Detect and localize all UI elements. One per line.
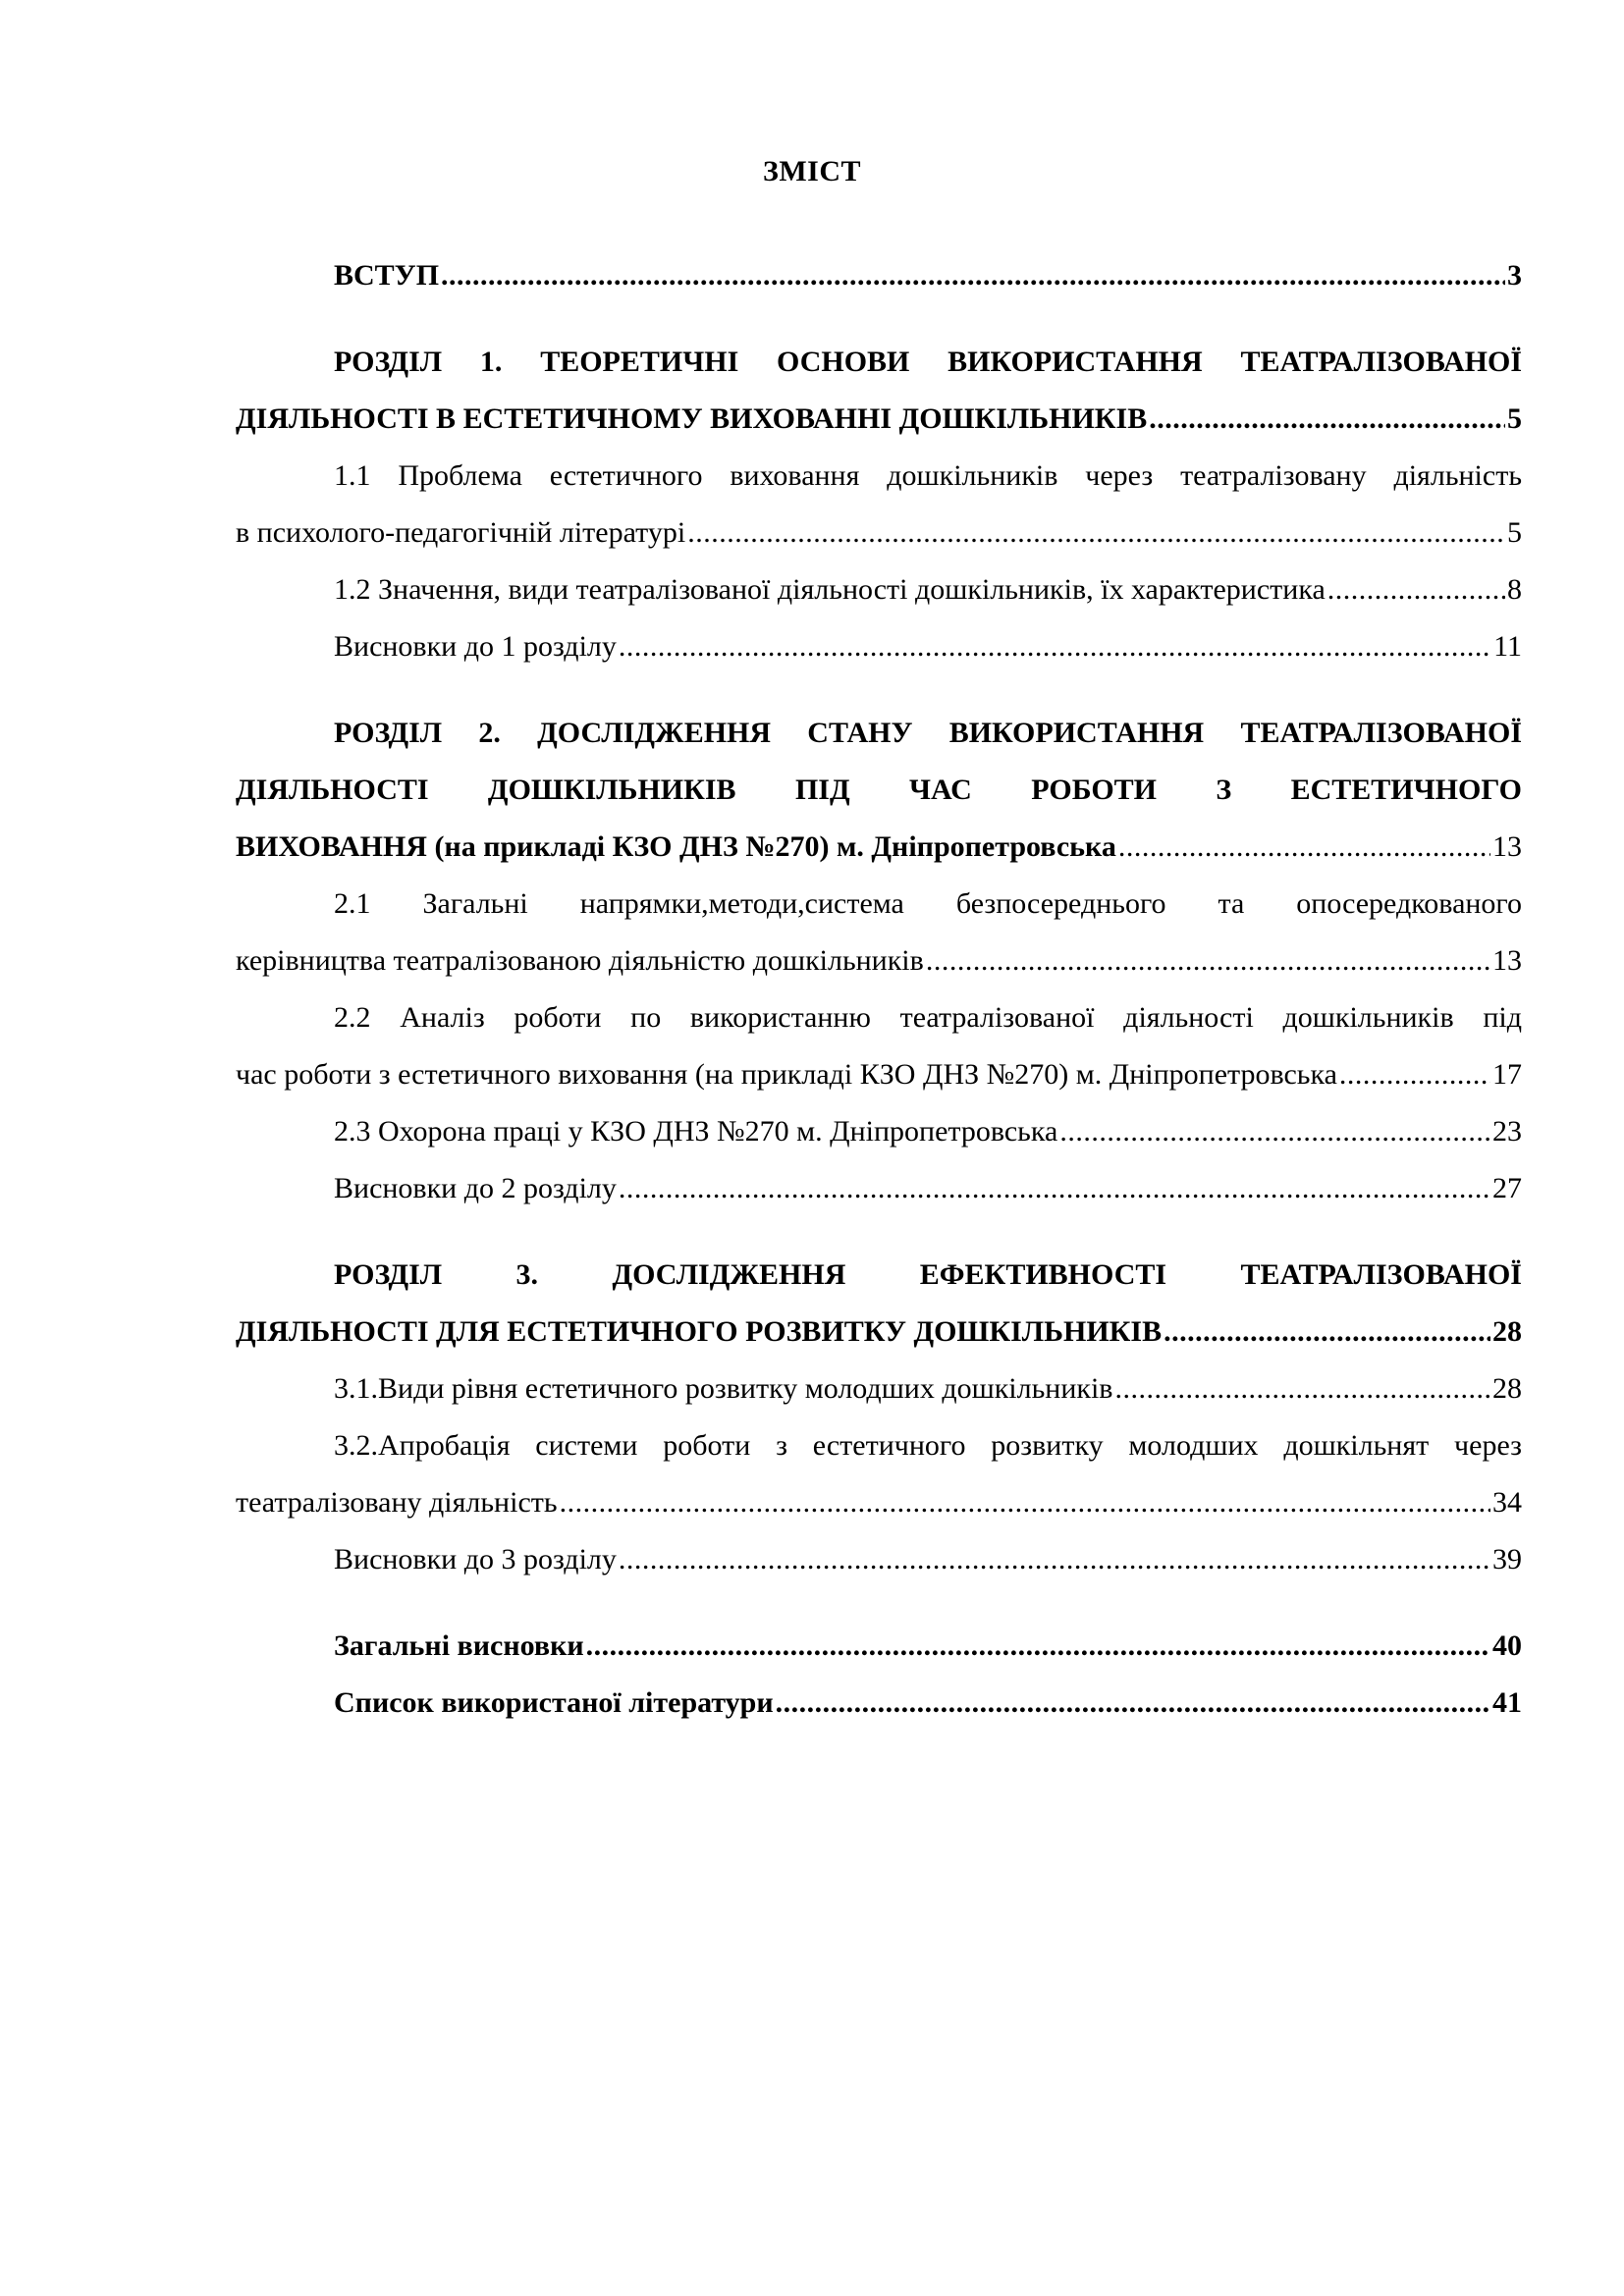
toc-entry-label: Висновки до 2 розділу <box>334 1172 617 1204</box>
dot-leader <box>776 1675 1490 1732</box>
toc-entry-line: керівництва театралізованою діяльністю дошкільників <box>236 944 924 977</box>
toc-entry-conclusions-2[interactable] <box>236 1160 1522 1217</box>
toc-entry-section-2-2[interactable] <box>236 989 1522 1103</box>
toc-entry-line: час роботи з естетичного виховання (на прикладі КЗО ДНЗ №270) м. Дніпропетровська <box>236 1058 1337 1091</box>
toc-entry-label: Загальні висновки <box>334 1629 584 1662</box>
toc-page-number: 8 <box>1507 573 1522 606</box>
toc-page-number: 23 <box>1492 1115 1522 1148</box>
toc-entry-line: ДІЯЛЬНОСТІ ДЛЯ ЕСТЕТИЧНОГО РОЗВИТКУ ДОШКІЛЬНИКІВ <box>236 1315 1163 1348</box>
dot-leader <box>1118 819 1490 876</box>
toc-entry-label: ВСТУП <box>334 259 440 292</box>
toc-entry-conclusions-3[interactable] <box>236 1531 1522 1588</box>
dot-leader <box>441 247 1505 304</box>
toc-page-number: 41 <box>1492 1686 1522 1719</box>
toc-entry-intro[interactable] <box>236 247 1522 304</box>
toc-page-number: 17 <box>1492 1058 1522 1091</box>
dot-leader <box>619 618 1491 675</box>
toc-entry-line: театралізовану діяльність <box>236 1486 558 1519</box>
toc-page-number: 39 <box>1492 1543 1522 1575</box>
toc-entry-chapter-2[interactable] <box>236 705 1522 876</box>
toc-page-number: 13 <box>1492 830 1522 863</box>
dot-leader <box>560 1474 1490 1531</box>
dot-leader <box>1114 1361 1490 1417</box>
toc-entry-label: Висновки до 3 розділу <box>334 1543 617 1575</box>
toc-page-number: 13 <box>1492 944 1522 977</box>
toc-entry-line: ДІЯЛЬНОСТІ ДОШКІЛЬНИКІВ ПІД ЧАС РОБОТИ З ЕСТЕТИЧНОГО <box>236 774 1522 806</box>
toc-page-number: 5 <box>1507 402 1522 435</box>
toc-page-number: 11 <box>1493 630 1522 663</box>
toc-entry-line: ДІЯЛЬНОСТІ В ЕСТЕТИЧНОМУ ВИХОВАННІ ДОШКІЛЬНИКІВ <box>236 402 1148 435</box>
toc-entry-line: 2.2 Аналіз роботи по використанню театралізованої діяльності дошкільників під <box>334 1001 1522 1034</box>
toc-entry-references[interactable] <box>236 1675 1522 1732</box>
toc-page-number: 34 <box>1492 1486 1522 1519</box>
dot-leader <box>687 505 1505 561</box>
toc-entry-line: 2.1 Загальні напрямки,методи,система безпосереднього та опосередкованого <box>334 887 1522 920</box>
toc-entry-label: 3.1.Види рівня естетичного розвитку молодших дошкільників <box>334 1372 1113 1405</box>
toc-entry-line: РОЗДІЛ 2. ДОСЛІДЖЕННЯ СТАНУ ВИКОРИСТАННЯ ТЕАТРАЛІЗОВАНОЇ <box>334 717 1522 749</box>
toc-page-number: 28 <box>1492 1372 1522 1405</box>
dot-leader <box>1059 1103 1490 1160</box>
toc-entry-line: 1.1 Проблема естетичного виховання дошкільників через театралізовану діяльність <box>334 459 1522 492</box>
toc-entry-chapter-1[interactable] <box>236 334 1522 448</box>
toc-entry-general-conclusions[interactable] <box>236 1618 1522 1675</box>
toc-page-number: 27 <box>1492 1172 1522 1204</box>
dot-leader <box>619 1160 1490 1217</box>
table-of-contents <box>236 247 1522 1732</box>
dot-leader <box>1164 1304 1490 1361</box>
toc-page-number: 28 <box>1492 1315 1522 1348</box>
dot-leader <box>1327 561 1505 618</box>
toc-entry-line: РОЗДІЛ 3. ДОСЛІДЖЕННЯ ЕФЕКТИВНОСТІ ТЕАТРАЛІЗОВАНОЇ <box>334 1258 1522 1291</box>
toc-entry-label: 2.3 Охорона праці у КЗО ДНЗ №270 м. Дніпропетровська <box>334 1115 1058 1148</box>
toc-entry-line: ВИХОВАННЯ (на прикладі КЗО ДНЗ №270) м. Дніпропетровська <box>236 830 1116 863</box>
toc-entry-conclusions-1[interactable] <box>236 618 1522 675</box>
toc-entry-section-3-1[interactable] <box>236 1361 1522 1417</box>
dot-leader <box>586 1618 1490 1675</box>
dot-leader <box>1149 391 1505 448</box>
toc-entry-label: Список використаної літератури <box>334 1686 774 1719</box>
toc-entry-line: в психолого-педагогічній літературі <box>236 516 686 549</box>
toc-entry-section-1-1[interactable] <box>236 448 1522 561</box>
dot-leader <box>926 933 1490 989</box>
toc-entry-section-2-1[interactable] <box>236 876 1522 989</box>
toc-page-number: 40 <box>1492 1629 1522 1662</box>
toc-entry-section-1-2[interactable] <box>236 561 1522 618</box>
toc-entry-label: Висновки до 1 розділу <box>334 630 617 663</box>
dot-leader <box>619 1531 1490 1588</box>
toc-entry-label: 1.2 Значення, види театралізованої діяльності дошкільників, їх характеристика <box>334 573 1326 606</box>
toc-entry-section-3-2[interactable] <box>236 1417 1522 1531</box>
dot-leader <box>1339 1046 1490 1103</box>
toc-entry-line: 3.2.Апробація системи роботи з естетичного розвитку молодших дошкільнят через <box>334 1429 1522 1462</box>
toc-entry-section-2-3[interactable] <box>236 1103 1522 1160</box>
toc-page-number: 5 <box>1507 516 1522 549</box>
toc-entry-line: РОЗДІЛ 1. ТЕОРЕТИЧНІ ОСНОВИ ВИКОРИСТАННЯ ТЕАТРАЛІЗОВАНОЇ <box>334 346 1522 378</box>
toc-page-number: 3 <box>1507 259 1522 292</box>
toc-entry-chapter-3[interactable] <box>236 1247 1522 1361</box>
page-title: ЗМІСТ <box>763 155 861 187</box>
